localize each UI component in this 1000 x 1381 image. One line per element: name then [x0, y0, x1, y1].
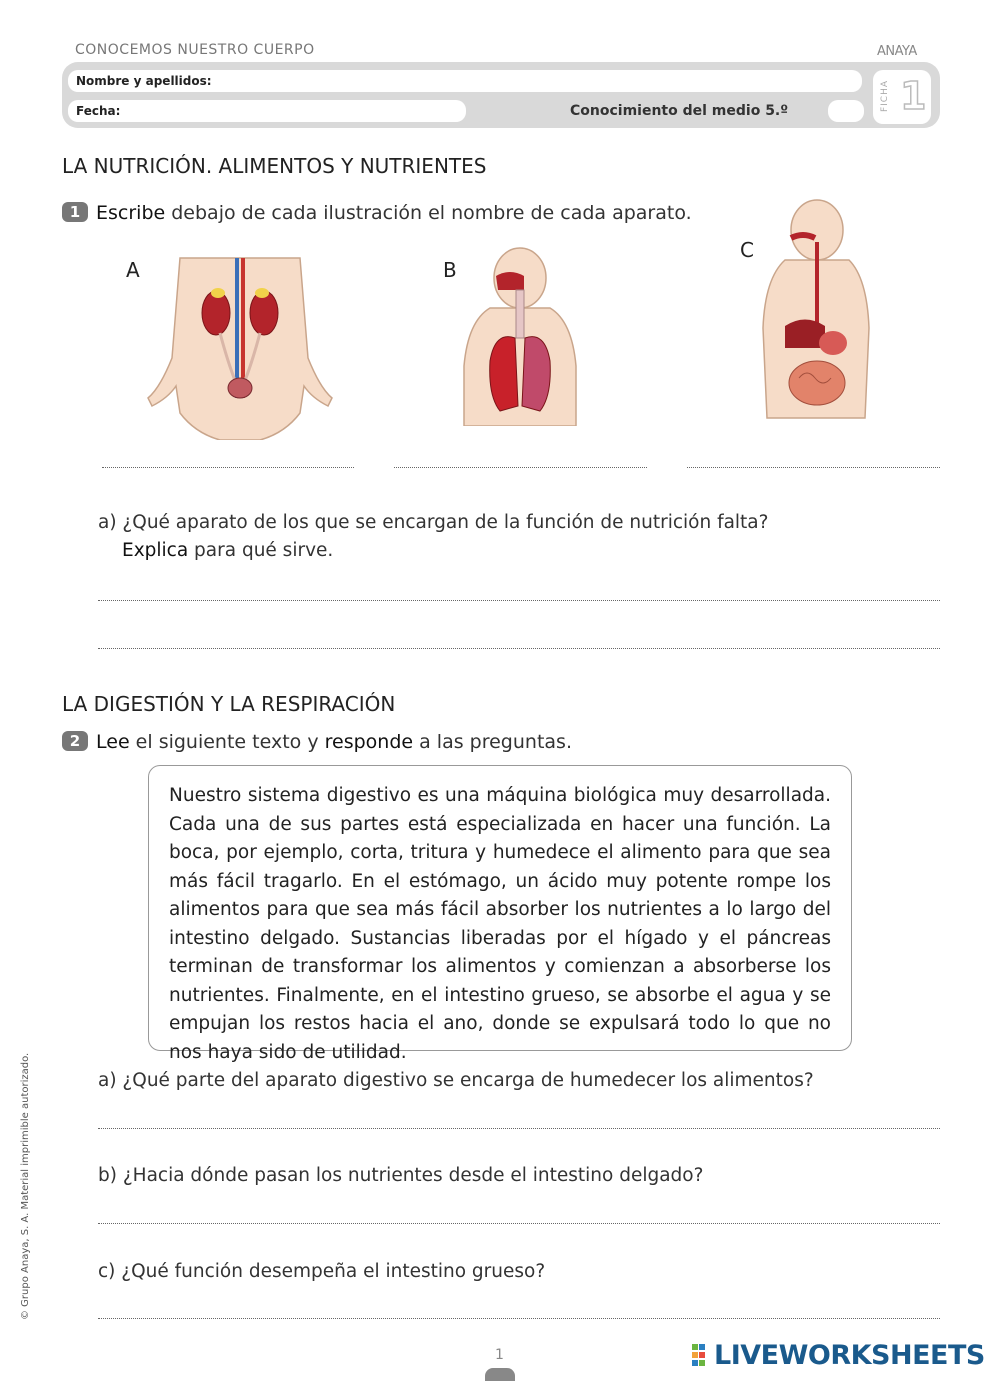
- page-number: 1: [495, 1347, 504, 1363]
- series-title: CONOCEMOS NUESTRO CUERPO: [75, 42, 315, 58]
- question-1a-rest: para qué sirve.: [188, 540, 334, 561]
- answer-line-1a-1[interactable]: [98, 600, 940, 601]
- question-2a: a) ¿Qué parte del aparato digestivo se encarga de humedecer los alimentos?: [98, 1070, 814, 1091]
- instruction-verb-responde: responde: [324, 731, 414, 753]
- ficha-number: 1: [900, 74, 927, 118]
- publisher-logo: ANAYA: [877, 44, 917, 59]
- reading-text-box: [148, 765, 852, 1063]
- page-tab: [485, 1368, 515, 1381]
- answer-line-2b[interactable]: [98, 1223, 940, 1224]
- figure-a-letter: A: [126, 258, 140, 282]
- subject-field: [828, 100, 864, 122]
- name-field[interactable]: [68, 70, 862, 92]
- reading-text: Nuestro sistema digestivo es una máquina biológica muy desarrollada. Cada una de sus partes está especializada en hacer una función. La boca, por ejemplo, corta, tritura y humedece el alimento para que sea más fácil tragarlo. En el estómago, un ácido muy potente rompe los alimentos para que sea más fácil absorber los nutrientes a lo largo del intestino delgado. Sustancias liberadas por el hígado y el páncreas terminan de transformar los alimentos y comienzan a absorberse los nutrientes. Finalmente, en el intestino grueso, se absorbe el agua y se empujan los restos hacia el ano, donde se expulsará todo lo que no nos haya sido de utilidad.: [169, 785, 831, 1063]
- answer-line-c[interactable]: [687, 467, 940, 468]
- instruction-end: a las preguntas.: [413, 731, 572, 753]
- instruction-verb: Escribe: [96, 202, 166, 224]
- excretory-system-illustration: [140, 248, 340, 440]
- exercise2-number: 2: [62, 731, 88, 751]
- exercise1-instruction: [62, 202, 692, 224]
- copyright-note: © Grupo Anaya, S. A. Material imprimible autorizado.: [20, 1052, 31, 1320]
- question-1a-verb: Explica: [122, 540, 189, 561]
- ficha-label: FICHA: [880, 80, 890, 113]
- question-1a-text: a) ¿Qué aparato de los que se encargan de la función de nutrición falta?: [98, 512, 769, 533]
- header-box: [62, 62, 940, 128]
- question-2c: c) ¿Qué función desempeña el intestino grueso?: [98, 1261, 546, 1282]
- instruction-verb-lee: Lee: [96, 731, 130, 753]
- date-label: Fecha:: [76, 104, 121, 118]
- figure-c-letter: C: [740, 238, 754, 262]
- answer-line-2a[interactable]: [98, 1128, 940, 1129]
- section1-title: LA NUTRICIÓN. ALIMENTOS Y NUTRIENTES: [62, 154, 487, 178]
- instruction-mid: el siguiente texto y: [129, 731, 325, 753]
- instruction-text: debajo de cada ilustración el nombre de cada aparato.: [165, 202, 692, 224]
- liveworksheets-brand[interactable]: [692, 1340, 985, 1371]
- question-2b: b) ¿Hacia dónde pasan los nutrientes desde el intestino delgado?: [98, 1165, 704, 1186]
- exercise2-instruction: [62, 731, 572, 753]
- answer-line-2c[interactable]: [98, 1318, 940, 1319]
- name-label: Nombre y apellidos:: [76, 74, 212, 88]
- subject-label: Conocimiento del medio 5.º: [570, 103, 789, 119]
- answer-line-a[interactable]: [102, 467, 354, 468]
- liveworksheets-logo-icon: [692, 1344, 712, 1366]
- brand-text: LIVEWORKSHEETS: [714, 1340, 985, 1371]
- question-1a: [98, 509, 768, 565]
- digestive-system-illustration: [755, 198, 875, 428]
- figure-b-letter: B: [443, 258, 457, 282]
- answer-line-1a-2[interactable]: [98, 648, 940, 649]
- respiratory-system-illustration: [460, 246, 580, 426]
- date-field[interactable]: [68, 100, 466, 122]
- exercise1-number: 1: [62, 202, 88, 222]
- answer-line-b[interactable]: [394, 467, 647, 468]
- section2-title: LA DIGESTIÓN Y LA RESPIRACIÓN: [62, 692, 396, 716]
